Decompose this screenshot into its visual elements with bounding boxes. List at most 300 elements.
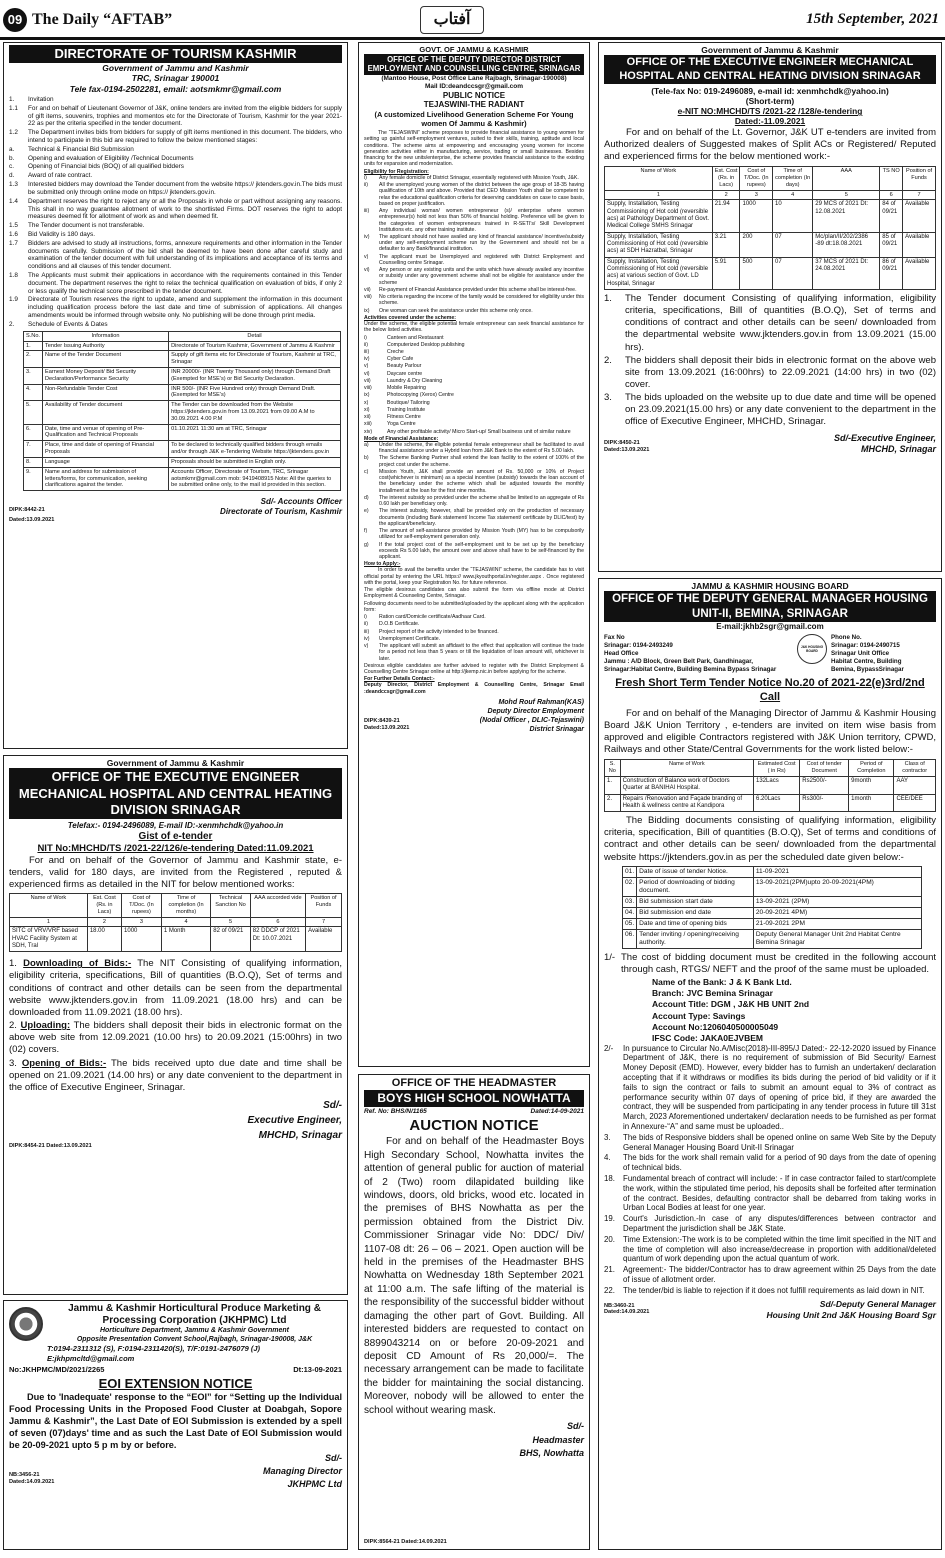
list-item: [364, 407, 584, 413]
signature: Sd/-: [323, 1100, 342, 1111]
item-number: 1.: [604, 292, 612, 304]
contact-line: Srinagar:Habitat Centre, Building Bemina Bypass Srinagar: [604, 666, 777, 674]
list-item: [604, 1265, 936, 1285]
short-term-label: (Short-term): [745, 95, 795, 106]
dated: Dated:13.09.2021: [9, 516, 55, 523]
table-cell: 132Lacs: [754, 776, 800, 794]
item-number: ix): [364, 307, 370, 314]
item-text: D.O.B Certificate.: [379, 621, 420, 628]
item-number: vii): [364, 377, 371, 384]
item-number: i): [364, 174, 367, 181]
item-number: 1.4: [9, 197, 18, 205]
item-number: c.: [9, 163, 14, 171]
reference-date: Dt:13-09-2021: [293, 1364, 342, 1374]
table-cell: Place, time and date of opening of Financial Proposals: [43, 441, 169, 458]
item-number: 4.: [604, 1153, 611, 1163]
table-cell: 1.: [605, 776, 621, 794]
point-opening: 3. Opening of Bids:- The bids received upto due date and time shall be opened on 21.09.2021 (14.00 hrs) or any date convenient to the department in the office of Executive Engineer, Srinagar.: [9, 1057, 343, 1093]
list-item: [604, 1235, 936, 1264]
closing-text: Desirous eligible candidates are further advised to register with the District Employment & Counselling Centre Srinagar online at http://jkemp.nic.in before applying for the scheme.: [364, 662, 584, 675]
item-number: iii): [364, 628, 370, 635]
column-header: Cost of T/Doc. (In rupees): [740, 167, 773, 190]
item-number: xiii): [364, 421, 372, 428]
table-cell: SITC of VRV/VRF based HVAC Facility System at SDH, Tral: [10, 927, 88, 952]
list-item: [9, 105, 342, 128]
item-number: iii): [364, 208, 370, 215]
ad-phone: T:0194-2311312 (S), F:0194-2311420(S), T/F:0191-2476079 (J): [47, 1344, 261, 1354]
item-text: Fundamental breach of contract will include: - If in case contractor failed to start/complete the work, within the stipulated time period, his deposits shall be forfeited after termination of the contract. Besides, defaulting contractor shall be debarred from taking works in Urban Local Bodies at least for one year.: [623, 1174, 936, 1213]
signature-office: BHS, Nowhatta: [519, 1448, 584, 1459]
contact-line: Phone No.: [831, 633, 862, 641]
list-item: [9, 198, 342, 221]
table-cell: Name and address for submission of letters/forms, for communication, seeking clarifications against the tender.: [43, 467, 169, 490]
item-number: x): [364, 399, 369, 406]
column-header: Period of Completion: [849, 760, 894, 777]
signature-office: District Srinagar: [529, 726, 584, 734]
list-item: [9, 163, 342, 171]
contact-right: [831, 634, 936, 674]
table-cell: 13-09-2021(2PM)upto 20-09-2021(4PM): [753, 877, 921, 896]
column-number: 7: [306, 917, 342, 927]
col-detail: Detail: [169, 331, 341, 341]
ad-title: OFFICE OF THE DEPUTY DIRECTOR DISTRICT EMPLOYMENT AND COUNSELLING CENTRE, SRINAGAR: [364, 54, 584, 75]
table-cell: 3.21: [712, 232, 740, 257]
list-item: [9, 272, 342, 295]
item-text: All the unemployed young women of the district between the age group of 18-35 having qualification of 10th and above. Provided that CEO Mission Youth shall be competent to relax the educational qualification criteria for deserving candidates on case to case basis, based on proper justification.: [379, 182, 584, 207]
list-item: [364, 363, 584, 369]
table-row: [24, 384, 341, 401]
list-item: [364, 208, 584, 233]
table-cell: 11-09-2021: [753, 866, 921, 877]
schedule-table: [622, 866, 922, 949]
item-number: xi): [364, 406, 370, 413]
table-cell: Directorate of Tourism Kashmir, Government of Jammu & Kashmir: [169, 341, 341, 351]
table-cell: Name of the Tender Document: [43, 351, 169, 368]
item-text: Interested bidders may download the Tender document from the website https:// jktenders.gov.in.The bids must be submitted only through online mode on https:// jktenders.gov.in.: [28, 181, 342, 196]
list-item: [604, 355, 936, 391]
table-cell: Tender Issuing Authority: [43, 341, 169, 351]
table-cell: Date and time of opening bids: [637, 918, 754, 929]
jkhpmc-logo: [9, 1307, 43, 1341]
column-number: 3: [740, 190, 773, 200]
ad-government: GOVT. OF JAMMU & KASHMIR: [419, 45, 529, 54]
item-text: The bids for the work shall remain valid for a period of 90 days from the date of opening of technical bids.: [623, 1153, 936, 1173]
table-cell: Available: [903, 200, 936, 232]
column-header: Position of Funds: [903, 167, 936, 190]
list-item: [364, 371, 584, 377]
tender-clauses: [9, 96, 342, 329]
column-header: Name of Work: [605, 167, 713, 190]
item-number: b): [364, 455, 369, 462]
scheme-name: TEJASWINI-THE RADIANT: [423, 100, 525, 110]
item-text: The bidders shall deposit their bids in electronic format on the above web site from 13.09.2021 (16:00hrs) to 22.09.2021 (14:00 hrs) in two (02) cover.: [625, 354, 936, 390]
finance-heading: Mode of Financial Assistance:: [364, 435, 439, 442]
table-cell: 200: [740, 232, 773, 257]
table-row: [24, 367, 341, 384]
contact-line: Srinagar: 0194-2490715: [831, 641, 900, 649]
item-text: No criteria regarding the income of the family would be considered for eligibility under this scheme.: [379, 294, 585, 307]
table-cell: 37 MCS of 2021 Dt: 24.08.2021: [813, 257, 880, 289]
contact-line: Srinagar: 0194-2493249: [604, 641, 673, 649]
table-cell: Deputy General Manager Unit 2nd Habitat Centre Bemina Srinagar: [753, 929, 921, 948]
contact-line: Habitat Centre, Building: [831, 658, 902, 666]
terms-list: [604, 1044, 936, 1296]
bank-line: Account Type: Savings: [652, 1010, 746, 1021]
item-text: Laundry & Dry Cleaning: [387, 377, 443, 384]
item-text: The applicant should not have availed any kind of financial assistance/ incentive/subsidy under any self-employment scheme run by the Government and should not be a defaulter to any Bank/financial institution.: [379, 233, 584, 253]
point-downloading: 1. Downloading of Bids:- The NIT Consisting of qualifying information, eligibility criteria, specifications, Bill of quantities (B.O.Q), Set of terms and conditions of contract and other details can be seen from the departmental website www.jktenders.gov.in from 11.09.2021 (18.00 hrs) and can be downloaded from 11.09.2021 (18.00 hrs).: [9, 958, 343, 1018]
table-cell: Availability of Tender document: [43, 401, 169, 424]
ad-subtitle: Government of Jammu and Kashmir: [102, 62, 249, 73]
schedule-row: [623, 918, 922, 929]
table-cell: 20-09-2021 4PM): [753, 907, 921, 918]
ad-title: DIRECTORATE OF TOURISM KASHMIR: [9, 45, 342, 63]
dated: Dated:13.09.2021: [604, 446, 650, 453]
item-text: Opening of Financial bids (BOQ) of all qualified bidders: [28, 163, 184, 171]
table-cell: 21.94: [712, 200, 740, 232]
point-text: The cost of bidding document must be credited in the following account through cash, RTGS/ NEFT and the proof of the same must be uploaded.: [621, 952, 936, 976]
masthead: [0, 0, 945, 40]
table-cell: 6.: [24, 424, 43, 441]
column-header: Cost of T/Doc. (In rupees): [122, 894, 162, 917]
list-item: [364, 294, 584, 306]
table-cell: 84 of 09/21: [880, 200, 903, 232]
table-cell: Supply of gift items etc for Directorate of Tourism, Kashmir at TRC, Srinagar: [169, 351, 341, 368]
column-header: S. No: [605, 760, 621, 777]
tender-points: [604, 293, 936, 429]
table-cell: 1month: [849, 794, 894, 812]
table-cell: The Tender can be downloaded from the Website https://jktenders.gov.in from 13.09.2021 from 09.00 A.M to 30.09.2021 4.00 P.M: [169, 401, 341, 424]
reference-date: Dated:14-09-2021: [530, 1108, 584, 1116]
documents-intro: Following documents need to be submitted/uploaded by the applicant along with the application form:: [364, 600, 584, 613]
item-number: 1.8: [9, 272, 18, 279]
list-item: [364, 308, 584, 314]
item-text: Under the scheme, the eligible potential female entrepreneur shall be facilitated to avail financial assistance under a Hybrid loan from J&K Bank to the extent of Rs 5.00 lakh.: [379, 442, 584, 455]
list-item: [364, 287, 584, 293]
ad-address: (Mantoo House, Post Office Lane Rajbagh, Srinagar-190008): [381, 74, 567, 82]
list-item: [9, 321, 342, 329]
table-cell: CEE/DEE: [894, 794, 936, 812]
activities-list: [364, 335, 584, 435]
item-text: The applicant must be Unemployed and registered with District Employment and Counselling centre Srinagar.: [379, 253, 584, 266]
mhchd-gist-tender-ad: [3, 755, 348, 1295]
table-cell: 04.: [623, 907, 637, 918]
ad-government: Government of Jammu & Kashmir: [106, 758, 245, 768]
table-cell: 82 DDCP of 2021 Dt: 10.07.2021: [250, 927, 305, 952]
table-cell: Supply, Installation, Testing Commissioning of Hot cold (reversible acs) at SDH Hazratbal, Srinagar: [605, 232, 713, 257]
list-item: [364, 400, 584, 406]
item-number: 1.9: [9, 296, 18, 304]
column-number: 2: [87, 917, 121, 927]
nb-number: NB:3456-21: [9, 1472, 40, 1479]
item-text: Beauty Parlour: [387, 363, 422, 370]
list-item: [364, 495, 584, 507]
column-number: 7: [903, 190, 936, 200]
item-number: v): [364, 253, 369, 260]
mhchd-short-term-tender-ad: [598, 42, 942, 572]
table-row: [24, 401, 341, 424]
item-number: 20.: [604, 1234, 615, 1244]
table-cell: 13-09-2021 (2PM): [753, 896, 921, 907]
works-table: [604, 166, 936, 290]
item-text: Project report of the activity intended to be financed.: [379, 628, 499, 635]
signature-office: JKHPMC Ltd: [287, 1478, 342, 1489]
eligibility-list: [364, 175, 584, 314]
item-text: Yoga Centre: [387, 421, 416, 428]
intro-text: For and on behalf of the Lt. Governor, J&K UT e-tenders are invited from Authorized dealers of Suggested makes of Split ACs or Registered/ Reputed and experienced firms for the below mentioned work:-: [604, 126, 936, 163]
column-number: 6: [250, 917, 305, 927]
column-number: 1: [10, 917, 88, 927]
col-sno: S.No.: [24, 331, 43, 341]
notice-heading: Fresh Short Term Tender Notice No.20 of 2021-22(e)3rd/2nd Call: [615, 677, 925, 703]
table-cell: 9.: [24, 467, 43, 490]
table-cell: 18.00: [87, 927, 121, 952]
table-row: [605, 232, 936, 257]
table-cell: Tender inviting / opening/receiving authority.: [637, 929, 754, 948]
signature-title: Managing Director: [262, 1466, 342, 1477]
ad-contact: Tele fax-0194-2502281, email: aotsmkmr@gmail.com: [69, 83, 282, 94]
column-number: 5: [211, 917, 251, 927]
bhs-auction-notice: [358, 1074, 590, 1550]
list-item: [604, 1133, 936, 1153]
item-text: Photocopying (Xerox) Centre: [387, 392, 454, 399]
item-number: a.: [9, 145, 15, 153]
documents-list: [364, 614, 584, 662]
table-cell: Rs2500/-: [800, 776, 849, 794]
list-item: [364, 614, 584, 620]
table-cell: 6.20Lacs: [754, 794, 800, 812]
list-item: [9, 181, 342, 197]
list-item: [9, 231, 342, 239]
table-cell: Language: [43, 457, 169, 467]
item-text: Invitation: [28, 95, 54, 103]
table-cell: Mc/plan/II/202/2386 -89 dt:18.08.2021: [813, 232, 880, 257]
point-heading: Opening of Bids:-: [21, 1057, 107, 1069]
item-number: 19.: [604, 1214, 615, 1224]
column-header: Time of completion (In days): [773, 167, 813, 190]
notice-heading: EOI EXTENSION NOTICE: [98, 1375, 253, 1391]
item-number: d.: [9, 172, 15, 180]
bank-line: Branch: JVC Bemina Srinagar: [652, 988, 773, 999]
table-cell: AAY: [894, 776, 936, 794]
item-text: If the total project cost of the self-employment unit to be set up by the beneficiary exceeds Rs 5.00 lakh, the amount over and above shall have to be self-financed by the applicant.: [379, 541, 584, 560]
dated: Dated:14.09.2021: [9, 1479, 55, 1486]
ad-email: Mail ID:deandccsgr@gmail.com: [424, 82, 524, 90]
finance-list: [364, 442, 584, 560]
point-uploading: 2. Uploading: The bidders shall deposit their bids in electronic format on the above web site from 12.09.2021 (10.00 hrs) to 20.09.2021 (15:00hrs) in two (02) covers.: [9, 1020, 343, 1056]
item-text: Award of rate contract.: [28, 172, 93, 180]
list-item: [604, 1214, 936, 1234]
table-cell: Date of issue of tender Notice.: [637, 866, 754, 877]
scheme-subtitle: (A customized Livelihood Generation Scheme For Young women Of Jammu & Kashmir): [374, 110, 574, 129]
list-item: [364, 421, 584, 427]
table-cell: Period of downloading of bidding document.: [637, 877, 754, 896]
table-cell: 1.: [24, 341, 43, 351]
table-cell: Repairs /Renovation and Façade branding of Health & wellness centre at Kandipora: [620, 794, 753, 812]
item-text: Boutique/ Tailoring: [387, 399, 430, 406]
item-number: 2/-: [604, 1043, 614, 1053]
column-number: 2: [712, 190, 740, 200]
item-number: 1.7: [9, 239, 18, 247]
offline-text: The eligible desirous candidates can also submit the form via offline mode at District Employment & Counseling Centre, Srinagar.: [364, 587, 584, 600]
school-name: BOYS HIGH SCHOOL NOWHATTA: [364, 1090, 584, 1107]
column-header: Cost of tender Document: [800, 760, 849, 777]
list-item: [604, 1153, 936, 1173]
item-text: Directorate of Tourism reserves the right to update, amend and supplement the information in this document including qualification process before the last date and time of submission of applications. All changes amendments would be informed through website only. No publishing will be done through print media.: [28, 296, 342, 320]
point-number: 1/-: [604, 952, 616, 964]
list-item: [9, 296, 342, 319]
item-number: iv): [364, 356, 370, 363]
schedule-row: [623, 907, 922, 918]
table-cell: 86 of 09/21: [880, 257, 903, 289]
item-number: xiv): [364, 428, 373, 435]
item-number: v): [364, 643, 369, 650]
table-cell: Available: [903, 232, 936, 257]
jkhpmc-eoi-ad: [3, 1300, 348, 1550]
table-cell: 05.: [623, 918, 637, 929]
list-item: [364, 429, 584, 435]
tejaswini-public-notice: [358, 42, 590, 1067]
table-cell: 29 MCS of 2021 Dt: 12.08.2021: [813, 200, 880, 232]
item-number: viii): [364, 294, 372, 301]
item-text: The Scheme Banking Partner shall extend the loan facility to the extent of 100% of the project cost under the scheme.: [379, 455, 584, 468]
table-row: [24, 351, 341, 368]
list-item: [9, 240, 342, 271]
item-number: 1.3: [9, 181, 18, 189]
list-item: [364, 385, 584, 391]
nb-number: NB:3460-21: [604, 1302, 635, 1309]
item-text: The Tender document Consisting of qualifying information, eligibility criteria, specifications, Bill of quantities (B.O.Q), Set of terms and conditions of contract and other details can be seen/ downloaded from the departmental website www.jktenders.gov.in from 13.09.2021 (15.00 hrs).: [625, 292, 936, 353]
item-text: The Tender document is not transferable.: [28, 222, 145, 230]
table-cell: 2.: [605, 794, 621, 812]
contact-line: Srinagar Unit Office: [831, 649, 890, 657]
list-item: [364, 254, 584, 266]
ad-address: Opposite Presentation Convent School,Rajbagh, Srinagar-190008, J&K: [76, 1335, 313, 1343]
dipk-number: DIPK:8454-21 Dated:13.09.2021: [9, 1143, 92, 1149]
list-item: [9, 96, 342, 104]
column-header: Estimated Cost ( in Rs): [754, 760, 800, 777]
table-cell: Non-Refundable Tender Cost: [43, 384, 169, 401]
list-item: [9, 146, 342, 154]
item-text: Bidders are advised to study all instructions, forms, annexure requirements and other information in the Tender documents carefully. Submission of the bid shall be deemed to have been done after careful study and examination of the tender document with full understanding of its implications and acceptance of its terms and conditions and all clauses of this tender document.: [28, 239, 342, 271]
list-item: [604, 1174, 936, 1213]
ad-contact: (Tele-fax No: 019-2496089, e-mail id: xenmhchdk@yahoo.in): [651, 85, 889, 96]
item-text: Unemployment Certificate.: [379, 635, 441, 642]
list-item: [9, 222, 342, 230]
signature-office: Housing Unit 2nd J&K Housing Board Sgr: [766, 1309, 936, 1320]
list-item: [364, 356, 584, 362]
table-cell: Earnest Money Deposit/ Bid Security Declaration/Performance Security: [43, 367, 169, 384]
table-row: [24, 424, 341, 441]
item-text: Mission Youth, J&K shall provide an amount of Rs. 50,000 or 10% of Project cost(whichever is minimum) as a special incentive (subsidy) towards the loan account of the beneficiary under the scheme which shall be adjusted towards the monthly installment at the loan for the first nine months.: [379, 468, 584, 494]
col-information: Information: [43, 331, 169, 341]
table-cell: 1 Month: [161, 927, 210, 952]
public-notice-heading: PUBLIC NOTICE: [442, 90, 506, 100]
bank-line: IFSC Code: JAKA0EJVBEM: [652, 1032, 763, 1043]
contact-line: Bemina, BypassSrinagar: [831, 666, 904, 674]
schedule-row: [623, 877, 922, 896]
item-number: vii): [364, 286, 371, 293]
column-header: Est. Cost (Rs. in Lacs): [87, 894, 121, 917]
page-number: 09: [3, 8, 27, 32]
contact-heading: For Further Details Contact:-: [364, 676, 435, 683]
item-number: g): [364, 541, 369, 548]
table-row: [605, 200, 936, 232]
column-header: Technical Sanction No: [211, 894, 251, 917]
ad-title: OFFICE OF THE EXECUTIVE ENGINEER MECHANICAL HOSPITAL AND CENTRAL HEATING DIVISION SRINAGAR: [9, 768, 342, 819]
dipk-number: DIPK:8439-21: [364, 718, 400, 725]
item-number: ii): [364, 182, 369, 189]
item-number: b.: [9, 154, 15, 162]
notice-heading: AUCTION NOTICE: [409, 1116, 539, 1134]
table-row: [24, 441, 341, 458]
ad-email: E-mail:jkhb2sgr@gmail.com: [716, 622, 824, 632]
contact-line: Head Office: [604, 649, 639, 657]
item-number: ix): [364, 392, 370, 399]
table-cell: Construction of Balance work of Doctors Quarter at BANIHAl Hospital.: [620, 776, 753, 794]
works-table: [604, 759, 936, 812]
column-header: AAA: [813, 167, 880, 190]
item-number: d): [364, 494, 369, 501]
list-item: [364, 469, 584, 494]
reference-number: No:JKHPMC/MD/2021/2265: [9, 1364, 105, 1374]
issue-date: 15th September, 2021: [806, 11, 939, 27]
item-text: Any individual woman/ women entrepreneur (s)/ enterprise where women entrepreneur(s) hold not less than 50% of financial holding. Preference will be given to the categories of women entrepreneurs trained in R-SETI's/ Skill Development Institutions etc. any other training institute.: [379, 208, 584, 233]
table-cell: 9month: [849, 776, 894, 794]
column-number: 6: [880, 190, 903, 200]
list-item: [364, 335, 584, 341]
item-text: The Department invites bids from bidders for supply of gift items mentioned in this document. The bidders, who intend to participate in this bid are required to follow the below mentioned stages:: [28, 129, 342, 144]
bank-details: [652, 977, 936, 1043]
item-text: For and on behalf of Lieutenant Governor of J&K, online tenders are invited from the eligible bidders for supply of gift items, souvenirs, trophies and momentos etc for the Directorate of Tourism, Kashmir for the year 2021-22 as per the criteria specified in the tender document.: [28, 104, 342, 128]
schedule-row: [623, 866, 922, 877]
item-number: 1.: [9, 95, 15, 103]
item-number: 1.1: [9, 104, 18, 112]
list-item: [364, 455, 584, 467]
item-number: i): [364, 614, 367, 621]
newspaper-name: The Daily “AFTAB”: [32, 11, 173, 28]
intro-text: For and on behalf of the Managing Director of Jammu & Kashmir Housing Board J&K Union Territory , e-tenders are invited on item wise basis from approved and eligible Contractors registered with J&K Union territory, CPWD, Railways and other State/Central Governments for the work listed below:-: [604, 707, 936, 756]
item-number: 1.2: [9, 129, 18, 137]
item-text: Technical & Financial Bid Submission: [28, 145, 134, 153]
table-cell: Bid submission start date: [637, 896, 754, 907]
how-to-apply-text: In order to avail the benefits under the “TEJASWINI” scheme, the candidate has to visit official portal by entering the URL https:// www.jkyouthportal.in/register.aspx . Once registered with the portal, keep your Registration No. for future reference.: [364, 567, 584, 586]
list-item: [604, 1044, 936, 1132]
cost-point: [604, 952, 936, 976]
column-header: AAA accorded vide: [250, 894, 305, 917]
column-number: 4: [773, 190, 813, 200]
item-number: i): [364, 334, 367, 341]
list-item: [9, 129, 342, 145]
list-item: [364, 182, 584, 207]
column-number: 5: [813, 190, 880, 200]
column-header: Time of completion (In months): [161, 894, 210, 917]
table-cell: 4.: [24, 384, 43, 401]
item-text: The bids of Responsive bidders shall be opened online on same Web Site by the Deputy General Manager Housing Board Unit-II Srinagar: [623, 1132, 936, 1152]
item-number: vi): [364, 370, 370, 377]
signature: Sd/-: [325, 1453, 342, 1464]
ad-title: OFFICE OF THE EXECUTIVE ENGINEER MECHANICAL HOSPITAL AND CENTRAL HEATING DIVISION SRINAGAR: [604, 55, 936, 83]
signature: Mohd Rouf Rahman(KAS): [498, 698, 584, 706]
nit-number: e-NIT NO:MHCHD/TS /2021-22 /128/e-tendering: [677, 106, 863, 117]
item-text: Fitness Centre: [387, 414, 421, 421]
item-number: 1.6: [9, 230, 18, 238]
signature-office: MHCHD, Srinagar: [860, 444, 936, 455]
table-cell: Available: [903, 257, 936, 289]
activities-heading: Activities covered under the scheme:: [364, 314, 456, 321]
item-number: 3.: [604, 392, 612, 404]
item-number: ii): [364, 621, 369, 628]
